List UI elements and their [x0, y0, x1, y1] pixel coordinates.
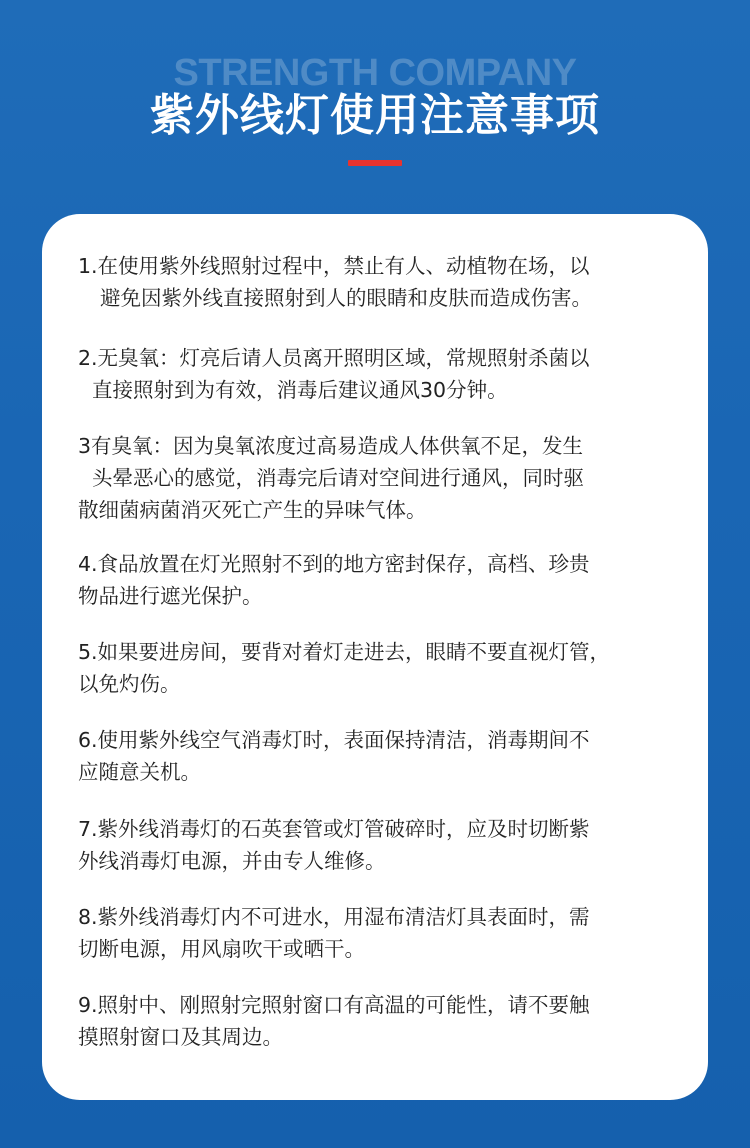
note-6-line-2: 应随意关机。: [78, 760, 201, 784]
note-7-line-1: 7.紫外线消毒灯的石英套管或灯管破碎时，应及时切断紫: [78, 817, 590, 841]
watermark-text: STRENGTH COMPANY: [173, 52, 577, 94]
note-item-9: [78, 989, 678, 1053]
note-1-line-2: 避免因紫外线直接照射到人的眼睛和皮肤而造成伤害。: [100, 286, 592, 310]
note-3-line-1: 3有臭氧：因为臭氧浓度过高易造成人体供氧不足，发生: [78, 434, 584, 458]
note-8-line-1: 8.紫外线消毒灯内不可进水，用湿布清洁灯具表面时，需: [78, 905, 590, 929]
note-3-line-3: 散细菌病菌消灭死亡产生的异味气体。: [78, 498, 427, 522]
note-4-line-1: 4.食品放置在灯光照射不到的地方密封保存，高档、珍贵: [78, 552, 590, 576]
note-5-line-1: 5.如果要进房间，要背对着灯走进去，眼睛不要直视灯管，: [78, 640, 611, 664]
note-4-line-2: 物品进行遮光保护。: [78, 584, 263, 608]
note-7-line-2: 外线消毒灯电源，并由专人维修。: [78, 849, 386, 873]
page-title: 紫外线灯使用注意事项: [150, 90, 600, 141]
note-3-line-2: 头晕恶心的感觉，消毒完后请对空间进行通风，同时驱: [92, 466, 584, 490]
note-8-line-2: 切断电源，用风扇吹干或晒干。: [78, 937, 365, 961]
note-item-8: [78, 901, 678, 965]
note-2-line-2: 直接照射到为有效，消毒后建议通风30分钟。: [92, 378, 508, 402]
note-6-line-1: 6.使用紫外线空气消毒灯时，表面保持清洁，消毒期间不: [78, 728, 590, 752]
note-1-line-1: 1.在使用紫外线照射过程中，禁止有人、动植物在场，以: [78, 254, 590, 278]
note-9-line-2: 摸照射窗口及其周边。: [78, 1025, 283, 1049]
note-9-line-1: 9.照射中、刚照射完照射窗口有高温的可能性，请不要触: [78, 993, 590, 1017]
title-accent-bar: [348, 160, 402, 166]
note-2-line-1: 2.无臭氧：灯亮后请人员离开照明区域，常规照射杀菌以: [78, 346, 590, 370]
note-item-2: [78, 342, 678, 406]
note-item-6: [78, 724, 678, 788]
note-item-3: [78, 430, 678, 526]
note-5-line-2: 以免灼伤。: [78, 672, 181, 696]
note-item-4: [78, 548, 678, 612]
note-item-5: [78, 636, 678, 700]
note-item-1: [78, 250, 678, 314]
note-item-7: [78, 813, 678, 877]
